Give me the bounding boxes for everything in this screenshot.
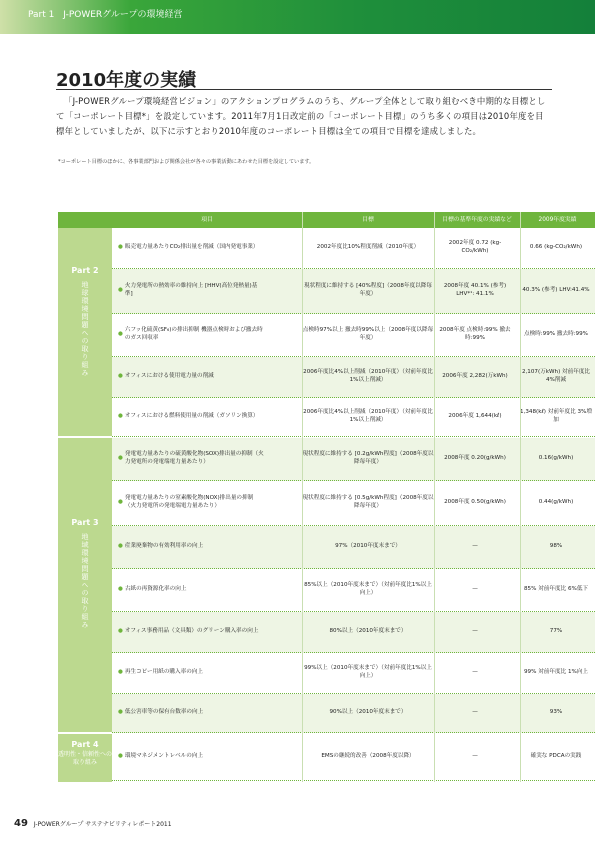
row-base: 2008年度 点検時:99% 撤去時:99% [439,327,511,341]
bullet-icon: ● [118,586,123,593]
row-result: 確実な PDCAの実践 [530,753,582,760]
row-target: 現状程度に維持する [0.2g/kWh程度]（2008年度以降毎年度） [302,451,434,465]
footnote: *コーポレート目標のほかに、各事業部門および関係会社が各々の事業活動にあわせた目標を設定しています。 [58,159,315,165]
bullet-icon: ● [118,499,123,506]
part-2-cell [58,228,112,436]
row-base: — [472,586,478,593]
intro-paragraph: 「J-POWERグループ環境経営ビジョン」のアクションプログラムのうち、グループ全体として取り組むべき中期的な目標として「コーポレート目標*」を設定しています。2011年7月1日改定前の「コーポレート目標」のうち多くの項目は2010年度を目標年としていましたが、以下に示すとおり2010年度のコーポレート目標は全ての項目で目標を達成しました。 [56,96,546,136]
row-base: 2002年度 0.72 (kg-CO₂/kWh) [448,240,502,254]
row-result: 85% 対前年度比 6%低下 [523,586,589,593]
row-item: オフィス事務用品（文具類）のグリーン購入率の向上 [124,628,259,635]
header-breadcrumb [28,7,182,20]
table-row [112,438,595,481]
row-item: 古紙の再資源化率の向上 [124,586,187,593]
part-2-label: 地球環境問題への取り組み [81,281,89,377]
table-row [112,481,595,526]
bullet-icon: ● [118,628,123,635]
part-4-cell [58,734,112,782]
row-base: — [472,628,478,635]
part-3-label: 地域環境問題への取り組み [81,533,89,629]
part-4-number: Part 4 [71,740,99,749]
row-item: 六フッ化硫黄(SF₆)の排出抑制 機器点検時および撤去時のガス回収率 [124,327,263,341]
bullet-icon: ● [118,373,123,380]
row-result: 0.44(g/kWh) [538,499,574,506]
bullet-icon: ● [118,287,123,294]
header-part: Part 1 [28,10,55,20]
table-row [112,357,595,398]
table-row [112,526,595,569]
column-divider [302,212,303,782]
row-result: 99% 対前年度比 1%向上 [523,669,589,676]
row-result: 点検時:99% 撤去時:99% [524,331,588,338]
row-item: 発電電力量あたりの窒素酸化物(NOX)排出量の抑制（火力発電所の発電端電力量あたり） [124,495,254,509]
page-number: 49 [14,818,28,829]
row-target: 97%（2010年度末まで） [335,543,401,550]
header-section: J-POWERグループの環境経営 [63,10,183,20]
row-base: 2008年度 40.1% (参考) LHV*¹: 41.1% [443,283,507,297]
row-base: 2006年度 2,282(万kWh) [442,373,508,380]
column-divider [520,212,521,782]
table-row [112,612,595,653]
row-result: 2,107(万kWh) 対前年度比 4%削減 [521,369,591,383]
row-item: 産業廃棄物の有効利用率の向上 [124,543,204,550]
table-row [112,314,595,357]
bullet-icon: ● [118,753,123,760]
table-row [112,653,595,694]
row-item: オフィスにおける燃料使用量の削減（ガソリン換算） [124,413,259,420]
row-base: — [472,669,478,676]
part-3-number: Part 3 [71,518,99,527]
row-item: 火力発電所の熱効率の維持向上 [HHV(高位発熱量)基準] [124,283,258,297]
part-2-number: Part 2 [71,266,99,275]
row-target: 80%以上（2010年度末まで） [329,628,407,635]
table-row [112,694,595,733]
row-result: 77% [549,628,563,635]
bullet-icon: ● [118,244,123,251]
row-result: 0.66 (kg-CO₂/kWh) [529,244,583,251]
table-header [58,212,595,228]
row-target: 99%以上（2010年度末まで）（対前年度比1%以上向上） [304,665,432,679]
row-result: 98% [549,543,563,550]
bullet-icon: ● [118,669,123,676]
row-base: — [472,709,478,716]
table-row [112,569,595,612]
row-target: 2006年度比4%以上削減（2010年度）（対前年度比1%以上削減） [303,409,433,423]
bullet-icon: ● [118,455,123,462]
header-base: 目標の基準年度の実績など [442,217,512,223]
header-target: 目標 [362,217,374,223]
part-4-label: 透明性・信頼性への取り組み [58,751,113,766]
bullet-icon: ● [118,331,123,338]
column-divider [434,212,435,782]
row-item: 再生コピー用紙の購入率の向上 [124,669,203,676]
header-result: 2009年度実績 [538,217,577,223]
row-target: 2006年度比4%以上削減（2010年度）（対前年度比1%以上削減） [303,369,433,383]
row-item: 低公害車等の保有台数率の向上 [124,709,204,716]
row-target: 85%以上（2010年度末まで）（対前年度比1%以上向上） [304,582,432,596]
row-target: 点検時97%以上 撤去時99%以上（2008年度以降毎年度） [302,327,434,341]
bullet-icon: ● [118,543,123,550]
footer-title: J-POWERグループ サステナビリティレポート2011 [33,821,172,828]
row-result: 1,348(kℓ) 対前年度比 3%増加 [520,409,592,423]
row-item: 環境マネジメントレベルの向上 [124,753,204,760]
row-item: オフィスにおける使用電力量の削減 [124,373,214,380]
row-base: 2006年度 1,644(kℓ) [448,413,502,420]
row-base: — [472,543,478,550]
results-table [58,212,595,782]
row-base: 2008年度 0.20(g/kWh) [444,455,506,462]
row-item: 販売電力量あたりCO₂排出量を削減（国内発電事業） [124,244,259,251]
row-item: 発電電力量あたりの硫黄酸化物(SOX)排出量の抑制（火力発電所の発電端電力量あたり） [124,451,264,465]
row-result: 93% [549,709,563,716]
row-result: 40.3% (参考) LHV:41.4% [522,287,590,294]
page-title: 2010年度の実績 [56,70,197,91]
row-base: 2008年度 0.50(g/kWh) [444,499,506,506]
table-row [112,228,595,269]
row-target: 2002年度比10%程度削減（2010年度） [316,244,420,251]
header-item: 項目 [201,217,213,223]
row-target: 現状程度に維持する [40%程度]（2008年度以降毎年度） [304,283,432,297]
part-3-cell [58,438,112,732]
bullet-icon: ● [118,709,123,716]
table-row [112,398,595,437]
row-target: 現状程度に維持する [0.5g/kWh程度]（2008年度以降毎年度） [302,495,434,509]
table-row [112,269,595,314]
page-footer [14,818,172,829]
title-divider [56,89,552,90]
row-target: EMSの継続的改善（2008年度以降） [321,753,415,760]
row-base: — [472,753,478,760]
row-target: 90%以上（2010年度末まで） [329,709,407,716]
row-result: 0.16(g/kWh) [538,455,574,462]
bullet-icon: ● [118,413,123,420]
table-row [112,734,595,781]
